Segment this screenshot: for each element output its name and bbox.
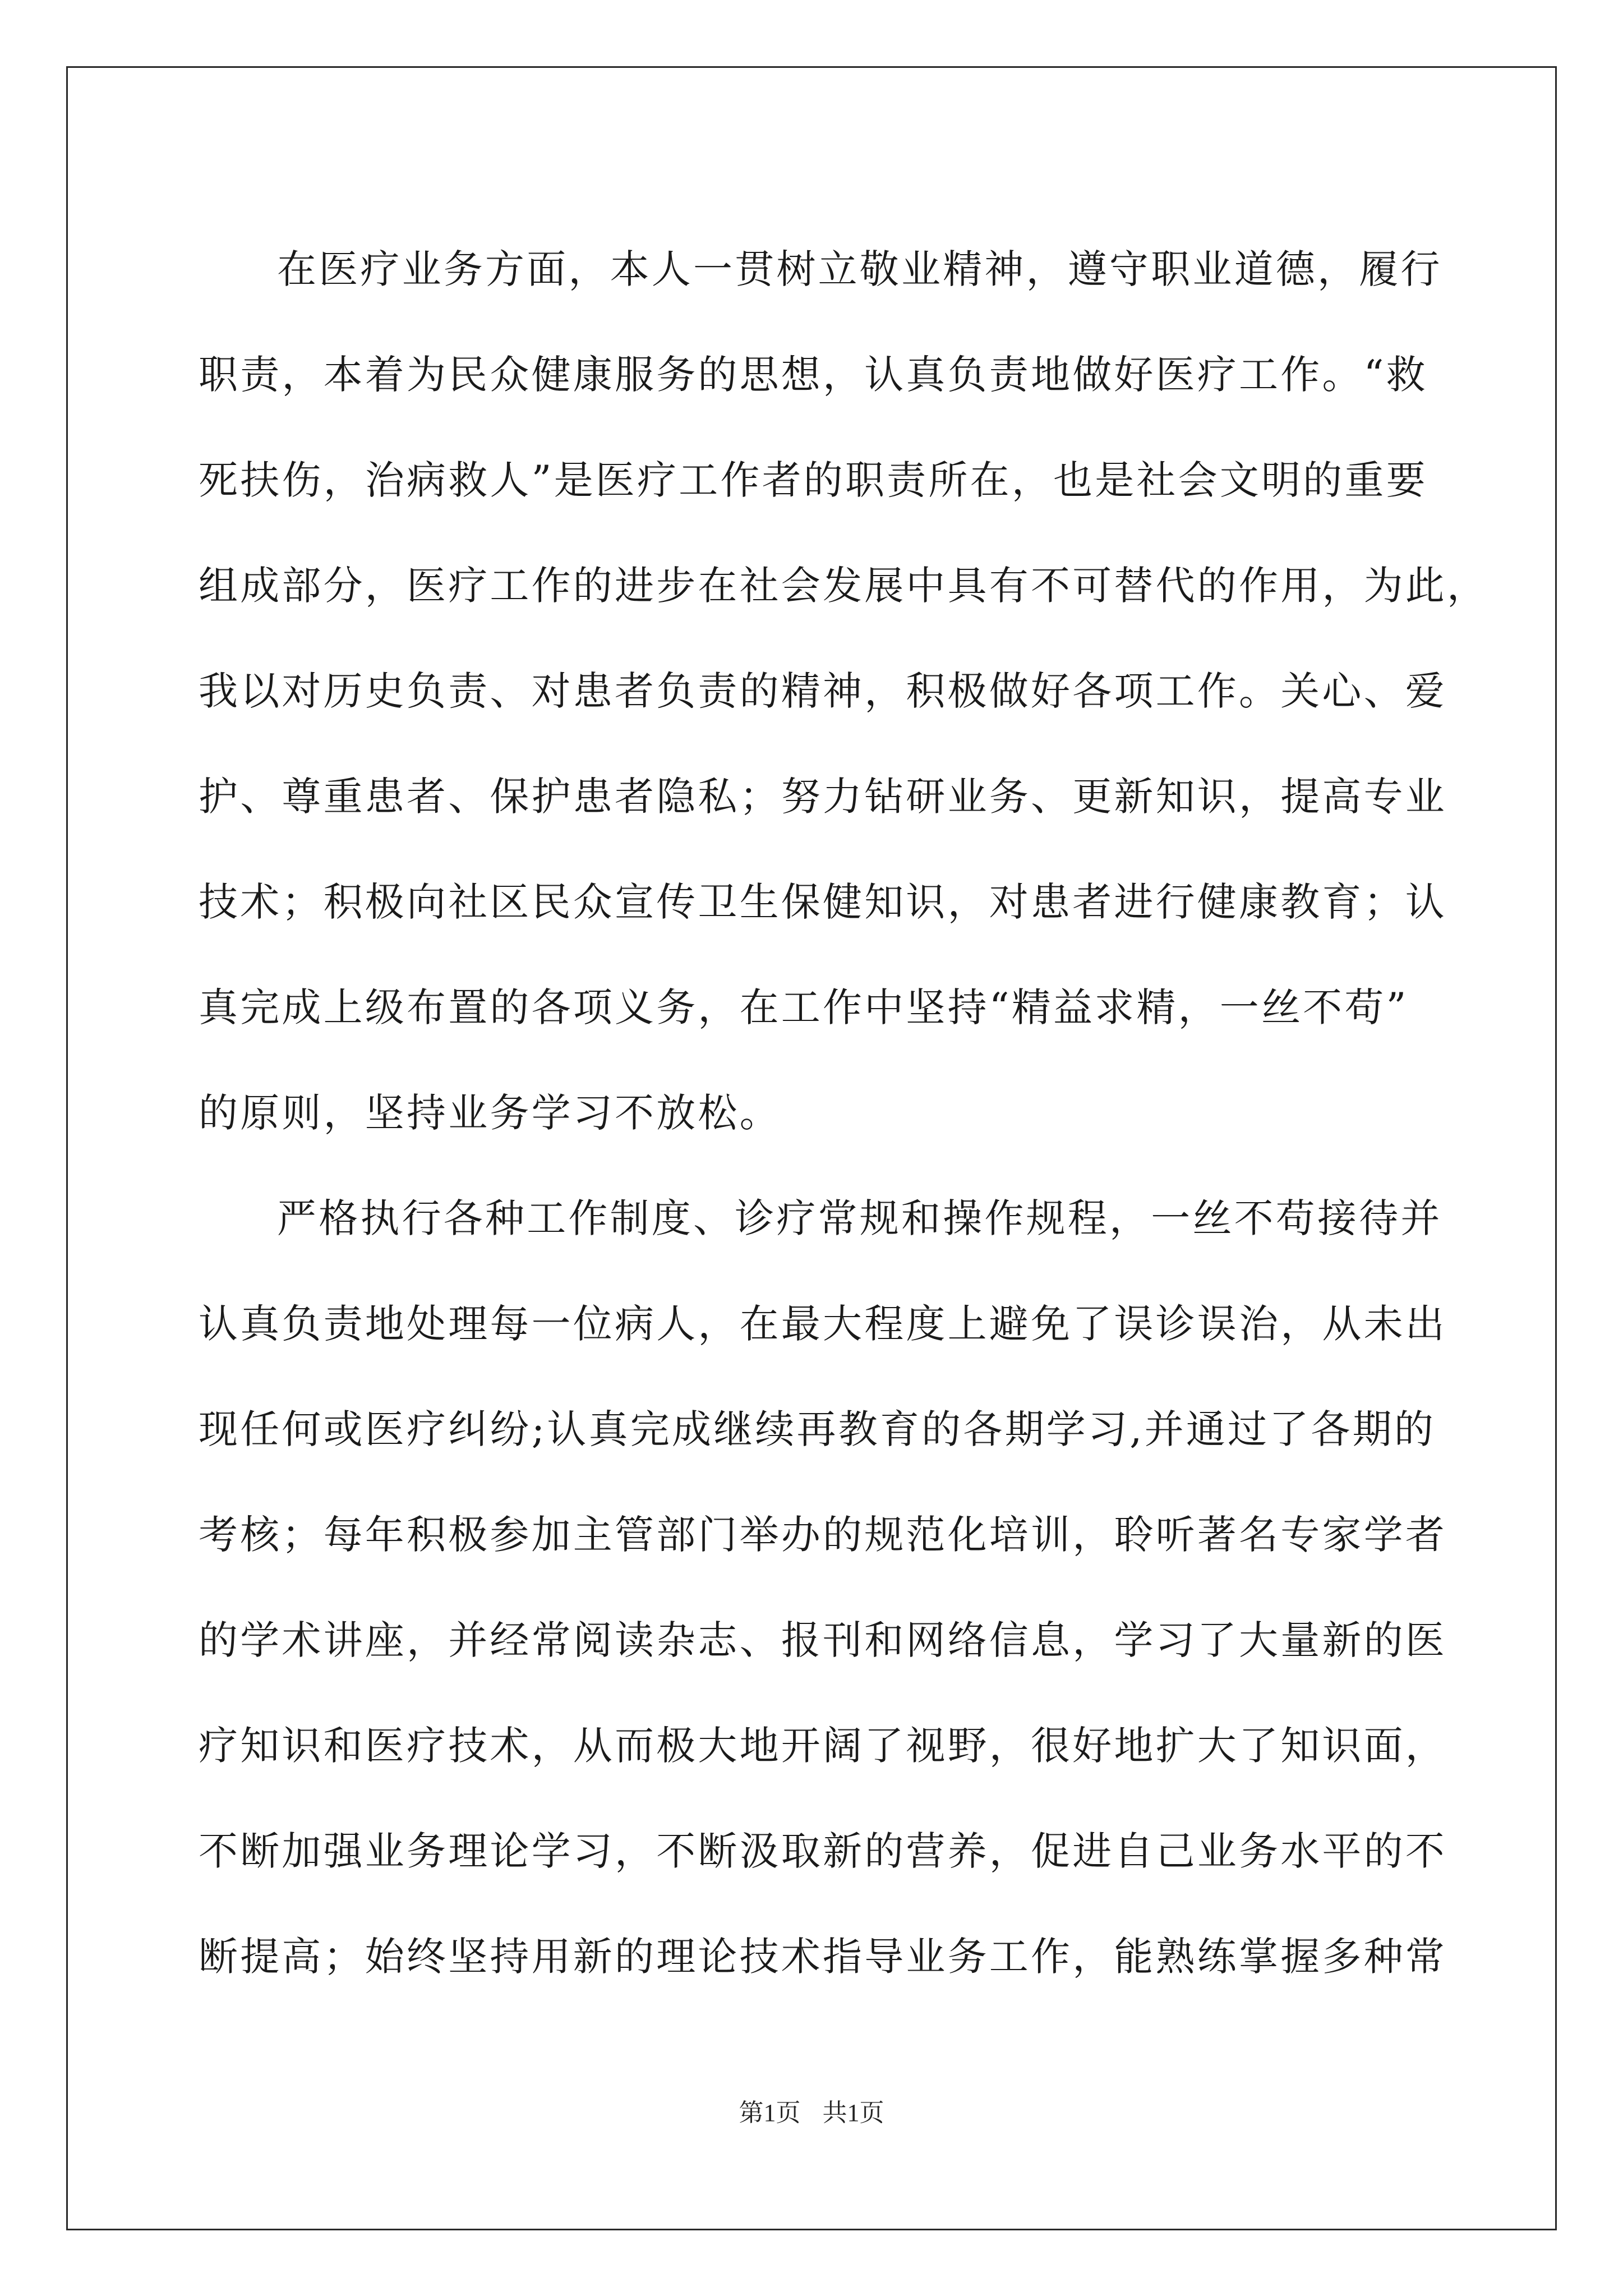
paragraph-1-line-2: 职责，本着为民众健康服务的思想，认真负责地做好医疗工作。“救: [199, 352, 1428, 398]
paragraph-1-line-5: 我以对历史负责、对患者负责的精神，积极做好各项工作。关心、爱: [199, 668, 1447, 714]
paragraph-1-line-6: 护、尊重患者、保护患者隐私；努力钻研业务、更新知识，提高专业: [199, 774, 1447, 820]
paragraph-1-line-8: 真完成上级布置的各项义务，在工作中坚持“精益求精，一丝不苟”: [199, 984, 1409, 1030]
paragraph-2-line-5: 的学术讲座，并经常阅读杂志、报刊和网络信息，学习了大量新的医: [199, 1617, 1447, 1663]
paragraph-2-line-1: 严格执行各种工作制度、诊疗常规和操作规程，一丝不苟接待并: [277, 1195, 1442, 1241]
paragraph-1-line-1: 在医疗业务方面，本人一贯树立敬业精神，遵守职业道德，履行: [277, 246, 1442, 292]
paragraph-1-line-4: 组成部分，医疗工作的进步在社会发展中具有不可替代的作用，为此，: [199, 563, 1489, 609]
page-number-total: 共1页: [822, 2099, 884, 2127]
document-body: [199, 217, 1489, 2009]
paragraph-2-line-2: 认真负责地处理每一位病人，在最大程度上避免了误诊误治，从未出: [199, 1301, 1447, 1347]
paragraph-1-line-9: 的原则，坚持业务学习不放松。: [199, 1090, 781, 1136]
paragraph-2-line-4: 考核；每年积极参加主管部门举办的规范化培训，聆听著名专家学者: [199, 1512, 1447, 1558]
paragraph-2-line-8: 断提高；始终坚持用新的理论技术指导业务工作，能熟练掌握多种常: [199, 1934, 1447, 1980]
paragraph-1-line-7: 技术；积极向社区民众宣传卫生保健知识，对患者进行健康教育；认: [199, 879, 1447, 925]
page-footer: [0, 2092, 1623, 2128]
paragraph-1-line-3: 死扶伤，治病救人”是医疗工作者的职责所在，也是社会文明的重要: [199, 457, 1428, 503]
paragraph-2-line-7: 不断加强业务理论学习，不断汲取新的营养，促进自己业务水平的不: [199, 1828, 1447, 1874]
paragraph-2-line-3: 现任何或医疗纠纷;认真完成继续再教育的各期学习,并通过了各期的: [199, 1406, 1436, 1452]
paragraph-2-line-6: 疗知识和医疗技术，从而极大地开阔了视野，很好地扩大了知识面，: [199, 1723, 1447, 1769]
page-number-current: 第1页: [739, 2099, 801, 2127]
